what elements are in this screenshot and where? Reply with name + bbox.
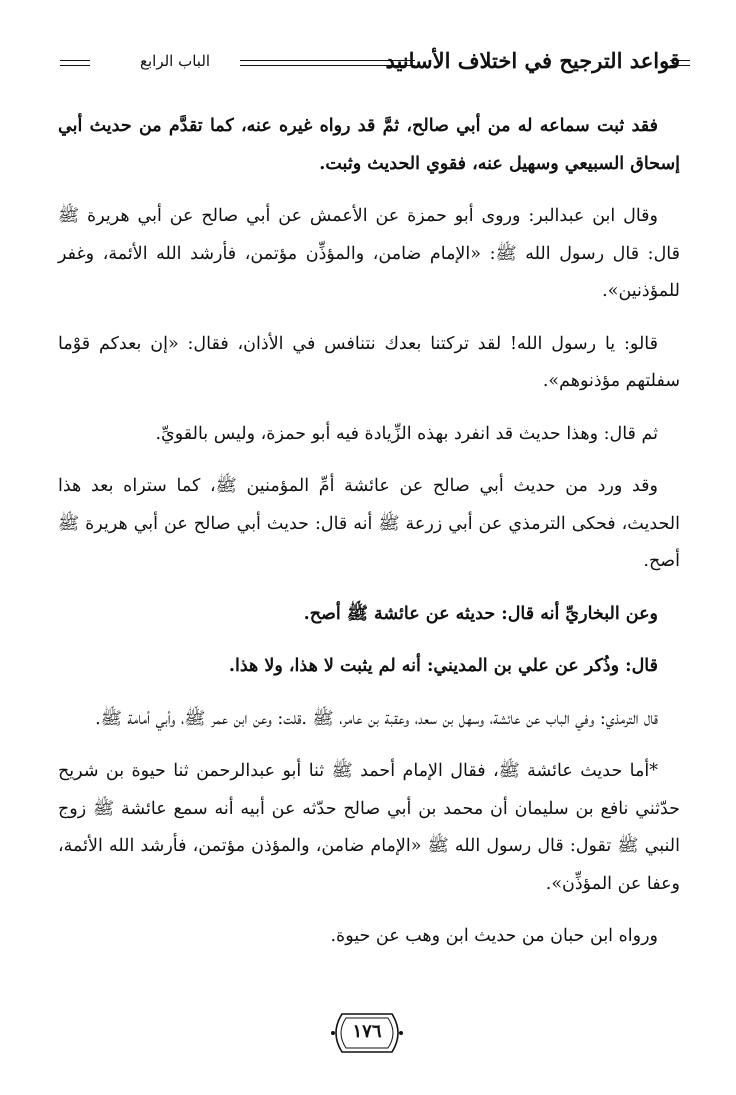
page-body [58, 108, 680, 971]
paragraph-5: وقد ورد من حديث أبي صالح عن عائشة أمِّ المؤمنين ﷺ، كما ستراه بعد هذا الحديث، فحكى الترمذي عن أبي زرعة ﷺ أنه قال: حديث أبي صالح عن أبي هريرة ﷺ أصح. [58, 476, 680, 571]
header-rule-left [60, 60, 90, 66]
page-number-frame [328, 1012, 406, 1054]
page-number: ١٧٦ [352, 1021, 382, 1042]
paragraph-10: ورواه ابن حبان من حديث ابن وهب عن حيوة. [330, 926, 658, 946]
running-header [60, 44, 680, 84]
paragraph-4: ثم قال: وهذا حديث قد انفرد بهذه الزِّيادة فيه أبو حمزة، وليس بالقويِّ. [155, 423, 658, 444]
paragraph-1: فقد ثبت سماعه له من أبي صالح، ثمَّ قد رواه غيره عنه، كما تقدَّم من حديث أبي إسحاق السبيعي وسهيل عنه، فقوي الحديث وثبت. [58, 116, 680, 174]
paragraph-2: وقال ابن عبدالبر: وروى أبو حمزة عن الأعمش عن أبي صالح عن أبي هريرة ﷺ قال: قال رسول الله ﷺ: «الإمام ضامن، والمؤذِّن مؤتمن، فأرشد الله الأئمة، وغفر للمؤذنين». [58, 206, 680, 301]
paragraph-9: *أما حديث عائشة ﷺ، فقال الإمام أحمد ﷺ ثنا أبو عبدالرحمن ثنا حيوة بن شريح حدّثني نافع بن سليمان أن محمد بن أبي صالح حدّثه عن أبيه أنه سمع عائشة ﷺ زوج النبي ﷺ تقول: قال رسول الله ﷺ «الإمام ضامن، والمؤذن مؤتمن، فأرشد الله الأئمة، وعفا عن المؤذِّن». [58, 761, 680, 894]
book-title: قواعد الترجيح في اختلاف الأسانيد [385, 48, 680, 73]
paragraph-8: قال الترمذي: وفي الباب عن عائشة، وسهل بن سعد، وعقبة بن عامر، ﷺ .قلت: وعن ابن عمر ﷺ، وأبي أمامة ﷺ. [95, 708, 658, 729]
paragraph-3: قالو: يا رسول الله! لقد تركتنا بعدك نتنافس في الأذان، فقال: «إن بعدكم قوْما سفلتهم مؤذنوهم». [58, 333, 680, 391]
paragraph-7: قال: وذُكر عن علي بن المديني: أنه لم يثبت لا هذا، ولا هذا. [228, 656, 658, 676]
chapter-label: الباب الرابع [140, 52, 211, 70]
paragraph-6: وعن البخاريِّ أنه قال: حديثه عن عائشة ﷺ أصح. [303, 603, 658, 624]
header-rule-middle [240, 60, 415, 66]
